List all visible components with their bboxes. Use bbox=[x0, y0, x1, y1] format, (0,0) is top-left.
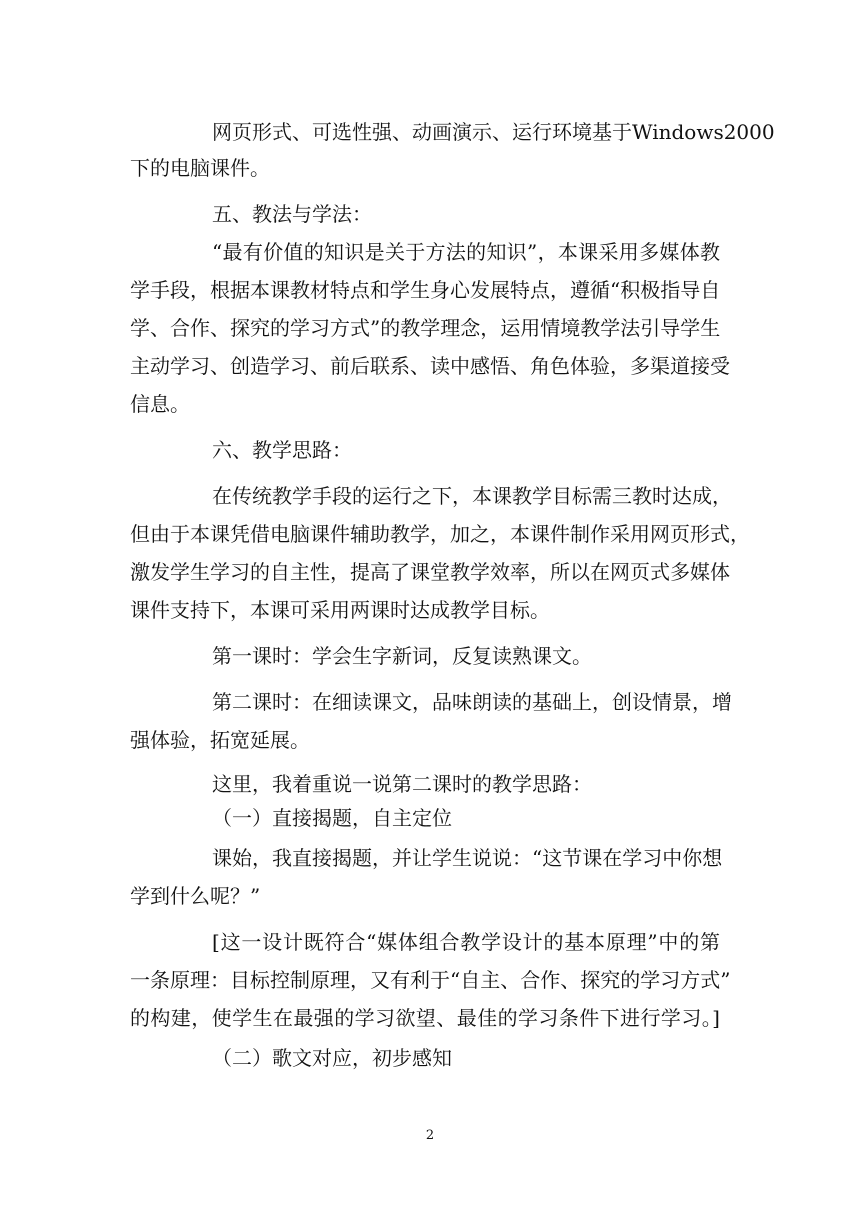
document-page: 网页形式、可选性强、动画演示、运行环境基于Windows2000 下的电脑课件。 五、教法与学法： “最有价值的知识是关于方法的知识”，本课采用多媒体教 学手段，根据本课教材特点和学生身心发展特点，遵循“积极指导自 学、合作、探究的学习方式”的教学理念，运用情境教学法引导学生 主动学习、创造学习、前后联系、读中感悟、角色体验，多渠道接受 信息。 六、教学思路： 在传统教学手段的运行之下，本课教学目标需三教时达成， 但由于本课凭借电脑课件辅助教学，加之，本课件制作采用网页形式， 激发学生学习的自主性，提高了课堂教学效率，所以在网页式多媒体 课件支持下，本课可采用两课时达成教学目标。 第一课时：学会生字新词，反复读熟课文。 第二课时：在细读课文，品味朗读的基础上，创设情景，增 强体验，拓宽延展。 这里，我着重说一说第二课时的教学思路： （一）直接揭题，自主定位 课始，我直接揭题，并让学生说说：“这节课在学习中你想 学到什么呢？” [这一设计既符合“媒体组合教学设计的基本原理”中的第 一条原理：目标控制原理，又有利于“自主、合作、探究的学习方式” 的构建，使学生在最强的学习欲望、最佳的学习条件下进行学习。] （二）歌文对应，初步感知 2 bbox=[0, 0, 860, 1216]
page-number: 2 bbox=[425, 1128, 435, 1143]
